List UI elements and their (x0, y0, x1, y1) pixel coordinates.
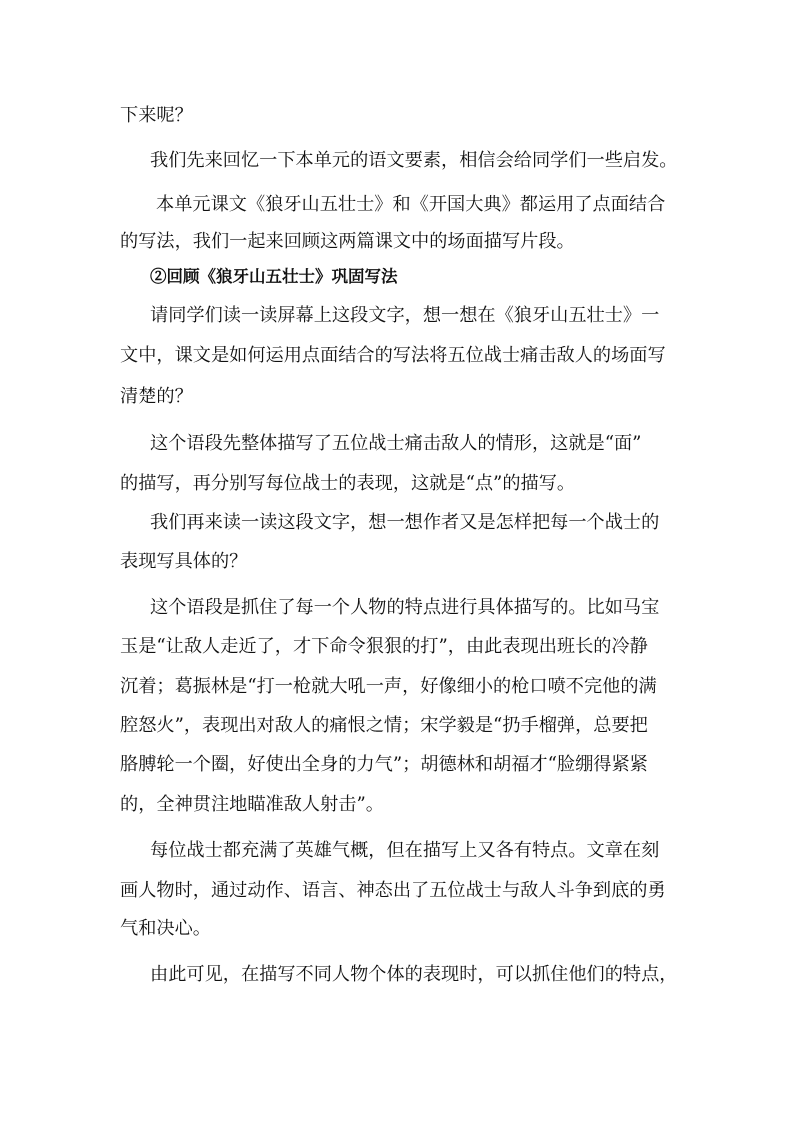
text-line: 气和决心。 (120, 918, 211, 939)
text-line: 每位战士都充满了英雄气概，但在描写上又各有特点。文章在刻 (150, 840, 660, 861)
text-line: 清楚的？ (120, 386, 193, 407)
text-line: 的，全神贯注地瞄准敌人射击”。 (120, 794, 384, 815)
text-line: 的写法，我们一起来回顾这两篇课文中的场面描写片段。 (120, 231, 575, 252)
text-line: 胳膊轮一个圈，好使出全身的力气”；胡德林和胡福才“脸绷得紧紧 (120, 754, 648, 775)
section-heading: ②回顾《狼牙山五壮士》巩固写法 (150, 267, 398, 286)
text-line: 的描写，再分别写每位战士的表现，这就是“点”的描写。 (120, 473, 576, 494)
text-line: 这个语段先整体描写了五位战士痛击敌人的情形，这就是“面” (150, 433, 642, 454)
text-line: 画人物时，通过动作、语言、神态出了五位战士与敌人斗争到底的勇 (120, 880, 666, 901)
text-line: 由此可见，在描写不同人物个体的表现时，可以抓住他们的特点， (150, 964, 678, 985)
text-line: 表现写具体的？ (120, 551, 248, 572)
text-line: 请同学们读一读屏幕上这段文字，想一想在《狼牙山五壮士》一 (150, 305, 660, 326)
text-line: 文中，课文是如何运用点面结合的写法将五位战士痛击敌人的场面写 (120, 345, 666, 366)
text-line: 腔怒火”，表现出对敌人的痛恨之情；宋学毅是“扔手榴弹，总要把 (120, 715, 648, 736)
text-line: 我们再来读一读这段文字，想一想作者又是怎样把每一个战士的 (150, 512, 660, 533)
text-line: 下来呢？ (120, 105, 193, 126)
text-line: 玉是“让敌人走近了，才下命令狠狠的打”，由此表现出班长的冷静 (120, 636, 648, 657)
text-line: 这个语段是抓住了每一个人物的特点进行具体描写的。比如马宝 (150, 597, 660, 618)
text-line: 我们先来回忆一下本单元的语文要素，相信会给同学们一些启发。 (150, 150, 678, 171)
text-line: 本单元课文《狼牙山五壮士》和《开国大典》都运用了点面结合 (156, 194, 666, 215)
text-line: 沉着；葛振林是“打一枪就大吼一声，好像细小的枪口喷不完他的满 (120, 676, 657, 697)
